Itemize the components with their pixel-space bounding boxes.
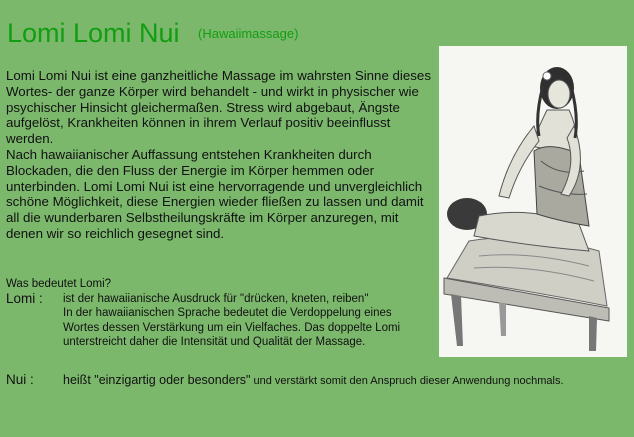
intro-paragraph-2: Nach hawaiianischer Auffassung entstehen Krankheiten durch Blockaden, die den Fluss der Energie im Körper hemmen oder unterbinden. Lomi Lomi Nui ist eine hervorragende und unvergleichlich schöne Möglichkeit, diese Energien wieder fließen zu lassen und damit all die wunderbaren Selbstheilungskräfte im Körper anzuregen, mit denen wir so reichlich gesegnet sind. bbox=[6, 146, 424, 241]
definition-lomi-line-2: In der hawaiianischen Sprache bedeutet die Verdoppelung eines Wortes dessen Verstärkung um ein Vielfaches. Das doppelte Lomi unterstreicht daher die Intensität und Qualität der Massage. bbox=[63, 307, 401, 349]
question-heading: Was bedeutet Lomi? bbox=[6, 278, 112, 290]
page-title: Lomi Lomi Nui bbox=[7, 18, 180, 48]
definition-lomi-line-1: ist der hawaiianische Ausdruck für "drücken, kneten, reiben" bbox=[63, 293, 369, 305]
definition-nui-text bbox=[63, 373, 564, 388]
intro-paragraph-1: Lomi Lomi Nui ist eine ganzheitliche Massage im wahrsten Sinne dieses Wortes- der ganze Körper wird behandelt - und wirkt in physischer wie psychischer Hinsicht gleichermaßen. Stress wird abgebaut, Ängste aufgelöst, Krankheiten können in ihrem Verlauf positiv beeinflusst werden. bbox=[6, 68, 431, 147]
definition-nui-part-1: heißt "einzigartig oder besonders" bbox=[63, 373, 251, 387]
page-subtitle: (Hawaiimassage) bbox=[198, 26, 299, 41]
term-nui: Nui : bbox=[6, 372, 34, 387]
term-lomi: Lomi : bbox=[6, 291, 43, 306]
massage-sketch-image bbox=[439, 46, 627, 357]
intro-text bbox=[6, 68, 431, 242]
page-header bbox=[7, 18, 298, 49]
massage-illustration bbox=[439, 46, 627, 357]
definition-lomi-text bbox=[63, 292, 423, 350]
definition-nui-part-2: und verstärkt somit den Anspruch dieser Anwendung nochmals. bbox=[250, 375, 564, 387]
